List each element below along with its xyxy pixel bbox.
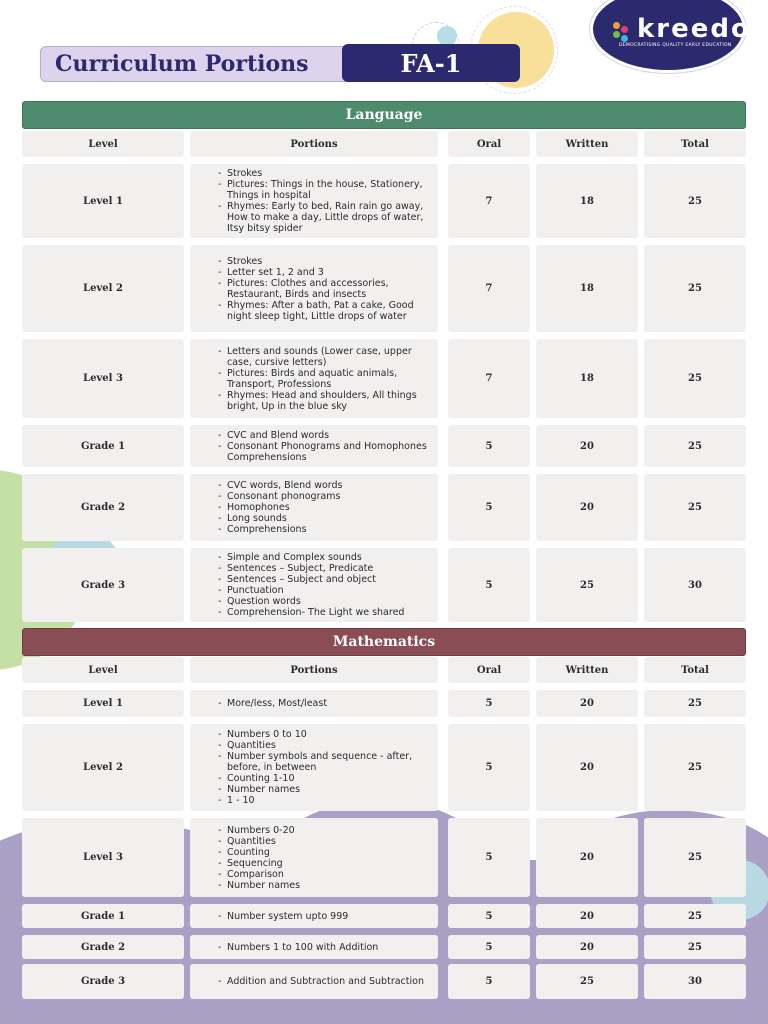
row-total: 25 xyxy=(644,904,746,928)
row-level: Level 2 xyxy=(22,724,184,811)
mathematics-table-row xyxy=(22,964,746,999)
row-oral: 5 xyxy=(448,548,530,622)
portion-item: - Comparison xyxy=(218,869,300,880)
portions-list xyxy=(218,168,438,234)
language-table-row xyxy=(22,548,746,622)
row-oral: 5 xyxy=(448,904,530,928)
row-oral: 5 xyxy=(448,818,530,897)
row-portions xyxy=(190,690,438,717)
row-oral: 5 xyxy=(448,935,530,959)
row-written: 18 xyxy=(536,339,638,418)
portions-list xyxy=(218,552,404,618)
row-portions xyxy=(190,935,438,959)
header-portions: Portions xyxy=(190,657,438,683)
header-written: Written xyxy=(536,657,638,683)
portions-list xyxy=(218,976,424,987)
portion-item: - More/less, Most/least xyxy=(218,698,327,709)
portions-list xyxy=(218,825,300,891)
portion-item: - Pictures: Clothes and accessories, Restaurant, Birds and insects xyxy=(218,278,438,300)
portions-list xyxy=(218,430,438,463)
portions-list xyxy=(218,346,438,412)
section-title-language: Language xyxy=(22,101,746,129)
row-total: 25 xyxy=(644,339,746,418)
portion-item: - Counting 1-10 xyxy=(218,773,438,784)
portions-list xyxy=(218,911,348,922)
assessment-badge xyxy=(342,44,520,82)
row-total: 25 xyxy=(644,724,746,811)
header-written: Written xyxy=(536,131,638,157)
portion-item: - Rhymes: Head and shoulders, All things bright, Up in the blue sky xyxy=(218,390,438,412)
header-oral: Oral xyxy=(448,131,530,157)
portion-item: - Number names xyxy=(218,784,438,795)
row-written: 20 xyxy=(536,724,638,811)
row-written: 25 xyxy=(536,548,638,622)
row-portions xyxy=(190,474,438,541)
language-table-row xyxy=(22,474,746,541)
portions-list xyxy=(218,698,327,709)
portion-item: - Comprehensions xyxy=(218,524,343,535)
portion-item: - Punctuation xyxy=(218,585,404,596)
portion-item: - Number names xyxy=(218,880,300,891)
portions-list xyxy=(218,480,343,535)
mathematics-table-row xyxy=(22,818,746,897)
page-title: Curriculum Portions xyxy=(55,51,309,77)
row-total: 25 xyxy=(644,245,746,332)
mathematics-table-row xyxy=(22,935,746,959)
row-written: 20 xyxy=(536,818,638,897)
portion-item: - Consonant Phonograms and Homophones Comprehensions xyxy=(218,441,438,463)
row-written: 25 xyxy=(536,964,638,999)
row-written: 20 xyxy=(536,425,638,467)
row-written: 18 xyxy=(536,245,638,332)
portion-item: - Simple and Complex sounds xyxy=(218,552,404,563)
portion-item: - Counting xyxy=(218,847,300,858)
portions-list xyxy=(218,729,438,806)
row-oral: 5 xyxy=(448,724,530,811)
row-portions xyxy=(190,425,438,467)
logo-name: kreedo xyxy=(637,14,751,44)
portion-item: - Numbers 0-20 xyxy=(218,825,300,836)
logo-tagline: DEMOCRATISING QUALITY EARLY EDUCATION xyxy=(619,43,732,48)
row-portions xyxy=(190,339,438,418)
portion-item: - Letters and sounds (Lower case, upper case, cursive letters) xyxy=(218,346,438,368)
row-oral: 7 xyxy=(448,339,530,418)
portions-list xyxy=(218,942,378,953)
row-level: Grade 1 xyxy=(22,904,184,928)
portion-item: - Sentences – Subject, Predicate xyxy=(218,563,404,574)
portion-item: - Rhymes: After a bath, Pat a cake, Good night sleep tight, Little drops of water xyxy=(218,300,438,322)
row-written: 18 xyxy=(536,164,638,238)
row-level: Grade 2 xyxy=(22,935,184,959)
row-total: 25 xyxy=(644,425,746,467)
portion-item: - Addition and Subtraction and Subtraction xyxy=(218,976,424,987)
logo-dots-icon xyxy=(613,22,635,44)
portion-item: - Rhymes: Early to bed, Rain rain go away, How to make a day, Little drops of water, Itsy bitsy spider xyxy=(218,201,438,234)
header-total: Total xyxy=(644,131,746,157)
portion-item: - CVC words, Blend words xyxy=(218,480,343,491)
kreedo-logo xyxy=(593,0,751,70)
assessment-label: FA-1 xyxy=(400,48,462,78)
mathematics-table-row xyxy=(22,724,746,811)
header-oral: Oral xyxy=(448,657,530,683)
portion-item: - Homophones xyxy=(218,502,343,513)
portion-item: - Sentences – Subject and object xyxy=(218,574,404,585)
row-portions xyxy=(190,724,438,811)
row-portions xyxy=(190,904,438,928)
portion-item: - Number system upto 999 xyxy=(218,911,348,922)
portion-item: - CVC and Blend words xyxy=(218,430,438,441)
language-table-row xyxy=(22,425,746,467)
row-portions xyxy=(190,164,438,238)
row-oral: 7 xyxy=(448,164,530,238)
row-level: Grade 3 xyxy=(22,964,184,999)
mathematics-table-row xyxy=(22,904,746,928)
row-oral: 5 xyxy=(448,474,530,541)
portion-item: - Strokes xyxy=(218,256,438,267)
portion-item: - Numbers 0 to 10 xyxy=(218,729,438,740)
row-written: 20 xyxy=(536,935,638,959)
row-total: 30 xyxy=(644,964,746,999)
header-portions: Portions xyxy=(190,131,438,157)
portion-item: - 1 - 10 xyxy=(218,795,438,806)
row-portions xyxy=(190,245,438,332)
header-level: Level xyxy=(22,657,184,683)
portion-item: - Pictures: Birds and aquatic animals, Transport, Professions xyxy=(218,368,438,390)
row-level: Grade 2 xyxy=(22,474,184,541)
row-total: 25 xyxy=(644,690,746,717)
decorative-circle-blue xyxy=(437,26,457,46)
mathematics-table-header xyxy=(22,657,746,683)
header-level: Level xyxy=(22,131,184,157)
portion-item: - Comprehension- The Light we shared xyxy=(218,607,404,618)
row-level: Level 3 xyxy=(22,818,184,897)
section-title-mathematics: Mathematics xyxy=(22,628,746,656)
portion-item: - Long sounds xyxy=(218,513,343,524)
page-title-box xyxy=(40,46,354,82)
portion-item: - Numbers 1 to 100 with Addition xyxy=(218,942,378,953)
portion-item: - Question words xyxy=(218,596,404,607)
row-oral: 5 xyxy=(448,690,530,717)
language-table-row xyxy=(22,245,746,332)
portion-item: - Quantities xyxy=(218,836,300,847)
language-table-header xyxy=(22,131,746,157)
row-level: Level 1 xyxy=(22,690,184,717)
portion-item: - Pictures: Things in the house, Stationery, Things in hospital xyxy=(218,179,438,201)
portion-item: - Number symbols and sequence - after, before, in between xyxy=(218,751,438,773)
header-total: Total xyxy=(644,657,746,683)
row-portions xyxy=(190,964,438,999)
mathematics-table-row xyxy=(22,690,746,717)
row-total: 25 xyxy=(644,164,746,238)
row-level: Grade 3 xyxy=(22,548,184,622)
row-total: 30 xyxy=(644,548,746,622)
portion-item: - Strokes xyxy=(218,168,438,179)
language-table-row xyxy=(22,164,746,238)
portions-list xyxy=(218,256,438,322)
row-level: Grade 1 xyxy=(22,425,184,467)
row-oral: 5 xyxy=(448,964,530,999)
row-total: 25 xyxy=(644,818,746,897)
portion-item: - Sequencing xyxy=(218,858,300,869)
row-oral: 7 xyxy=(448,245,530,332)
portion-item: - Quantities xyxy=(218,740,438,751)
row-written: 20 xyxy=(536,904,638,928)
portion-item: - Letter set 1, 2 and 3 xyxy=(218,267,438,278)
row-oral: 5 xyxy=(448,425,530,467)
row-total: 25 xyxy=(644,935,746,959)
row-portions xyxy=(190,548,438,622)
language-table-row xyxy=(22,339,746,418)
row-total: 25 xyxy=(644,474,746,541)
row-portions xyxy=(190,818,438,897)
row-level: Level 1 xyxy=(22,164,184,238)
portion-item: - Consonant phonograms xyxy=(218,491,343,502)
row-written: 20 xyxy=(536,474,638,541)
row-written: 20 xyxy=(536,690,638,717)
row-level: Level 3 xyxy=(22,339,184,418)
row-level: Level 2 xyxy=(22,245,184,332)
